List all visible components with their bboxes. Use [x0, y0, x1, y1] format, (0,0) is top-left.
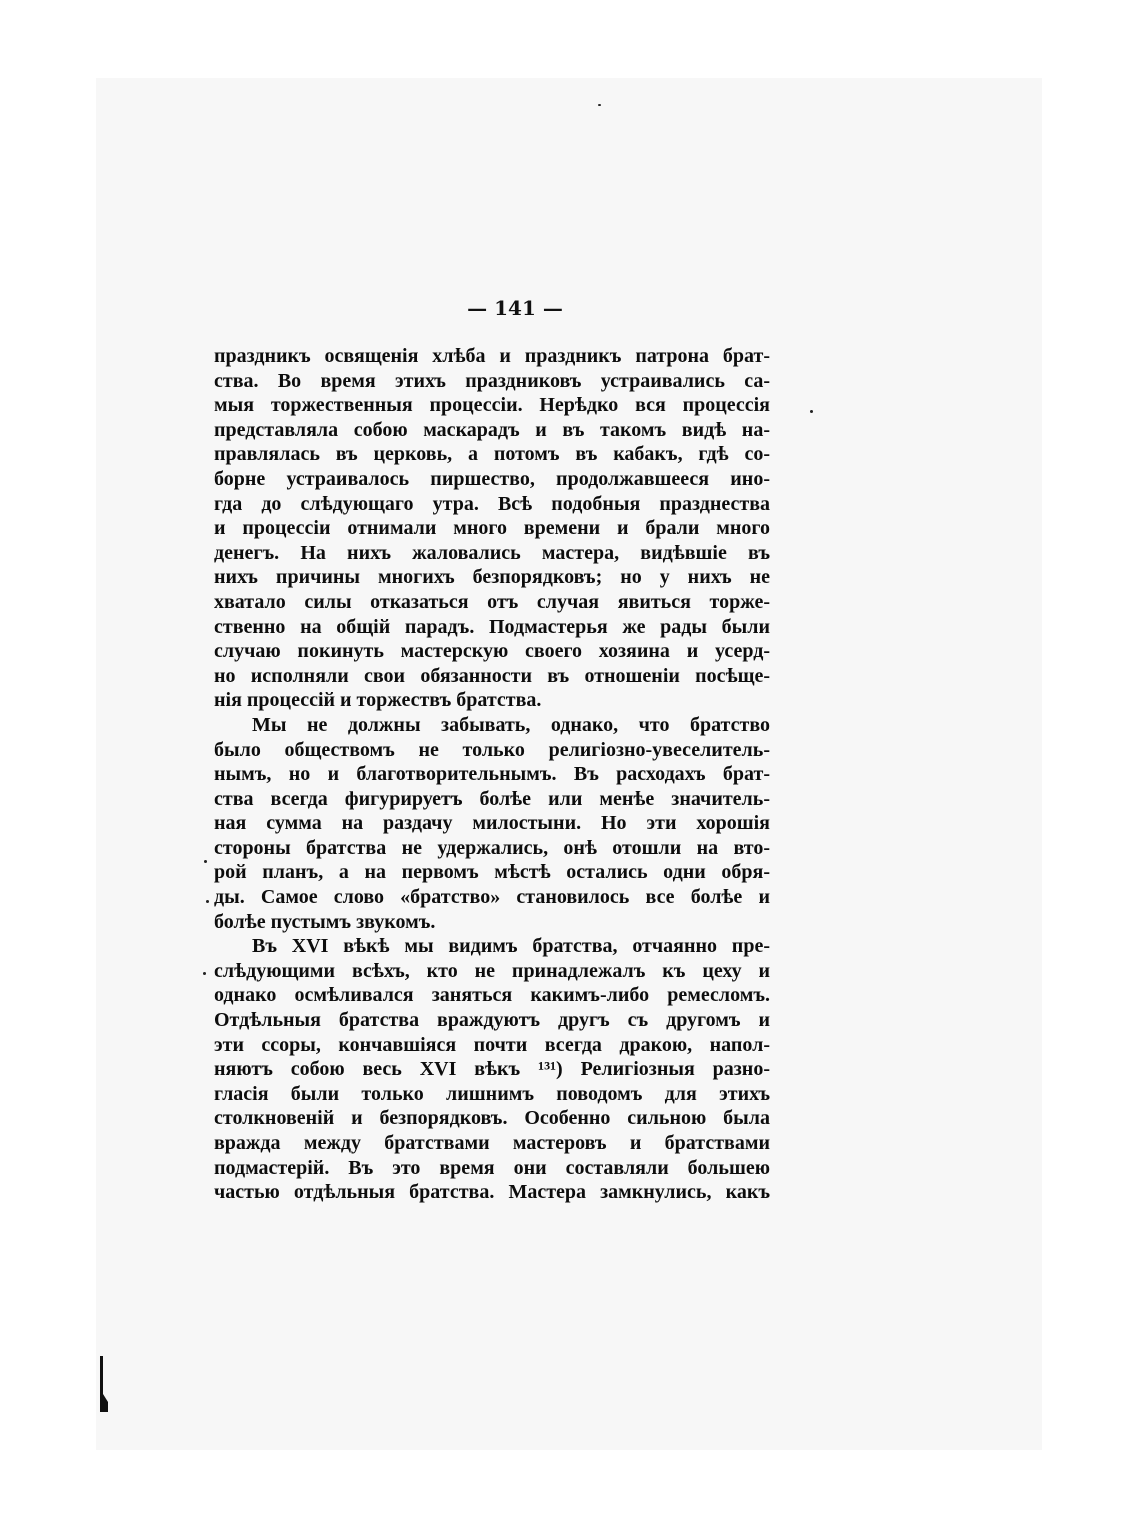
text-line: эти ссоры, кончавшіяся почти всегда дракою, напол- — [214, 1033, 770, 1056]
text-line: однако осмѣливался заняться какимъ-либо ремесломъ. — [214, 984, 770, 1007]
text-line: правлялась въ церковь, а потомъ въ кабакъ, гдѣ со- — [214, 443, 770, 466]
text-line: ственно на общій парадъ. Подмастерья же рады были — [214, 615, 770, 638]
text-line: представляла собою маскарадъ и въ такомъ видѣ на- — [214, 418, 770, 441]
text-line: гласія были только лишнимъ поводомъ для этихъ — [214, 1082, 770, 1105]
text-line: борне устраивалось пиршество, продолжавшееся ино- — [214, 467, 770, 490]
text-line: нія процессій и торжествъ братства. — [214, 689, 542, 712]
text-line: няютъ собою весь XVI вѣкъ ¹³¹) Религіозныя разно- — [214, 1058, 770, 1081]
text-line: частью отдѣльныя братства. Мастера замкнулись, какъ — [214, 1181, 770, 1204]
text-line: рой планъ, а на первомъ мѣстѣ остались одни обря- — [214, 861, 770, 884]
text-line: гда до слѣдующаго утра. Всѣ подобныя празднества — [214, 492, 770, 515]
text-line: было обществомъ не только религіозно-увеселитель- — [214, 738, 770, 761]
text-line: Мы не должны забывать, однако, что братство — [252, 713, 770, 736]
scan-speck — [598, 104, 601, 106]
text-line: случаю покинуть мастерскую своего хозяина и усерд- — [214, 640, 770, 663]
margin-ink-mark — [98, 1356, 110, 1412]
text-line: Въ XVI вѣкѣ мы видимъ братства, отчаянно пре- — [252, 935, 770, 958]
text-line: Отдѣльныя братства враждуютъ другъ съ другомъ и — [214, 1009, 770, 1032]
text-line: подмастерій. Въ это время они составляли большею — [214, 1156, 770, 1179]
text-line: болѣе пустымъ звукомъ. — [214, 910, 436, 933]
text-line: слѣдующими всѣхъ, кто не принадлежалъ къ цеху и — [214, 959, 770, 982]
page-number: — 141 — — [467, 296, 563, 320]
text-line: ная сумма на раздачу милостыни. Но эти хорошія — [214, 812, 770, 835]
text-line: стороны братства не удержались, онѣ отошли на вто- — [214, 836, 770, 859]
text-line: денегъ. На нихъ жаловались мастера, видѣвшіе въ — [214, 541, 770, 564]
text-line: и процессіи отнимали много времени и брали много — [214, 517, 770, 540]
text-line: нымъ, но и благотворительнымъ. Въ расходахъ брат- — [214, 763, 770, 786]
text-line: мыя торжественныя процессіи. Нерѣдко вся процессія — [214, 394, 770, 417]
text-line: но исполняли свои обязанности въ отношеніи посѣще- — [214, 664, 770, 687]
scan-speck — [204, 860, 207, 863]
text-line: ства всегда фигурируетъ болѣе или менѣе значитель- — [214, 787, 770, 810]
scan-speck — [206, 900, 209, 903]
text-line: праздникъ освященія хлѣба и праздникъ патрона брат- — [214, 345, 770, 367]
text-line: ды. Самое слово «братство» становилось все болѣе и — [214, 886, 770, 909]
text-line: нихъ причины многихъ безпорядковъ; но у нихъ не — [214, 566, 770, 589]
text-line: хватало силы отказаться отъ случая явиться торже- — [214, 590, 770, 613]
text-line: вражда между братствами мастеровъ и братствами — [214, 1132, 770, 1154]
scan-speck — [203, 972, 206, 975]
text-line: ства. Во время этихъ праздниковъ устраивались са- — [214, 369, 770, 392]
text-line: столкновеній и безпорядковъ. Особенно сильною была — [214, 1107, 770, 1130]
body-text — [214, 344, 770, 1205]
scan-speck — [810, 410, 813, 413]
